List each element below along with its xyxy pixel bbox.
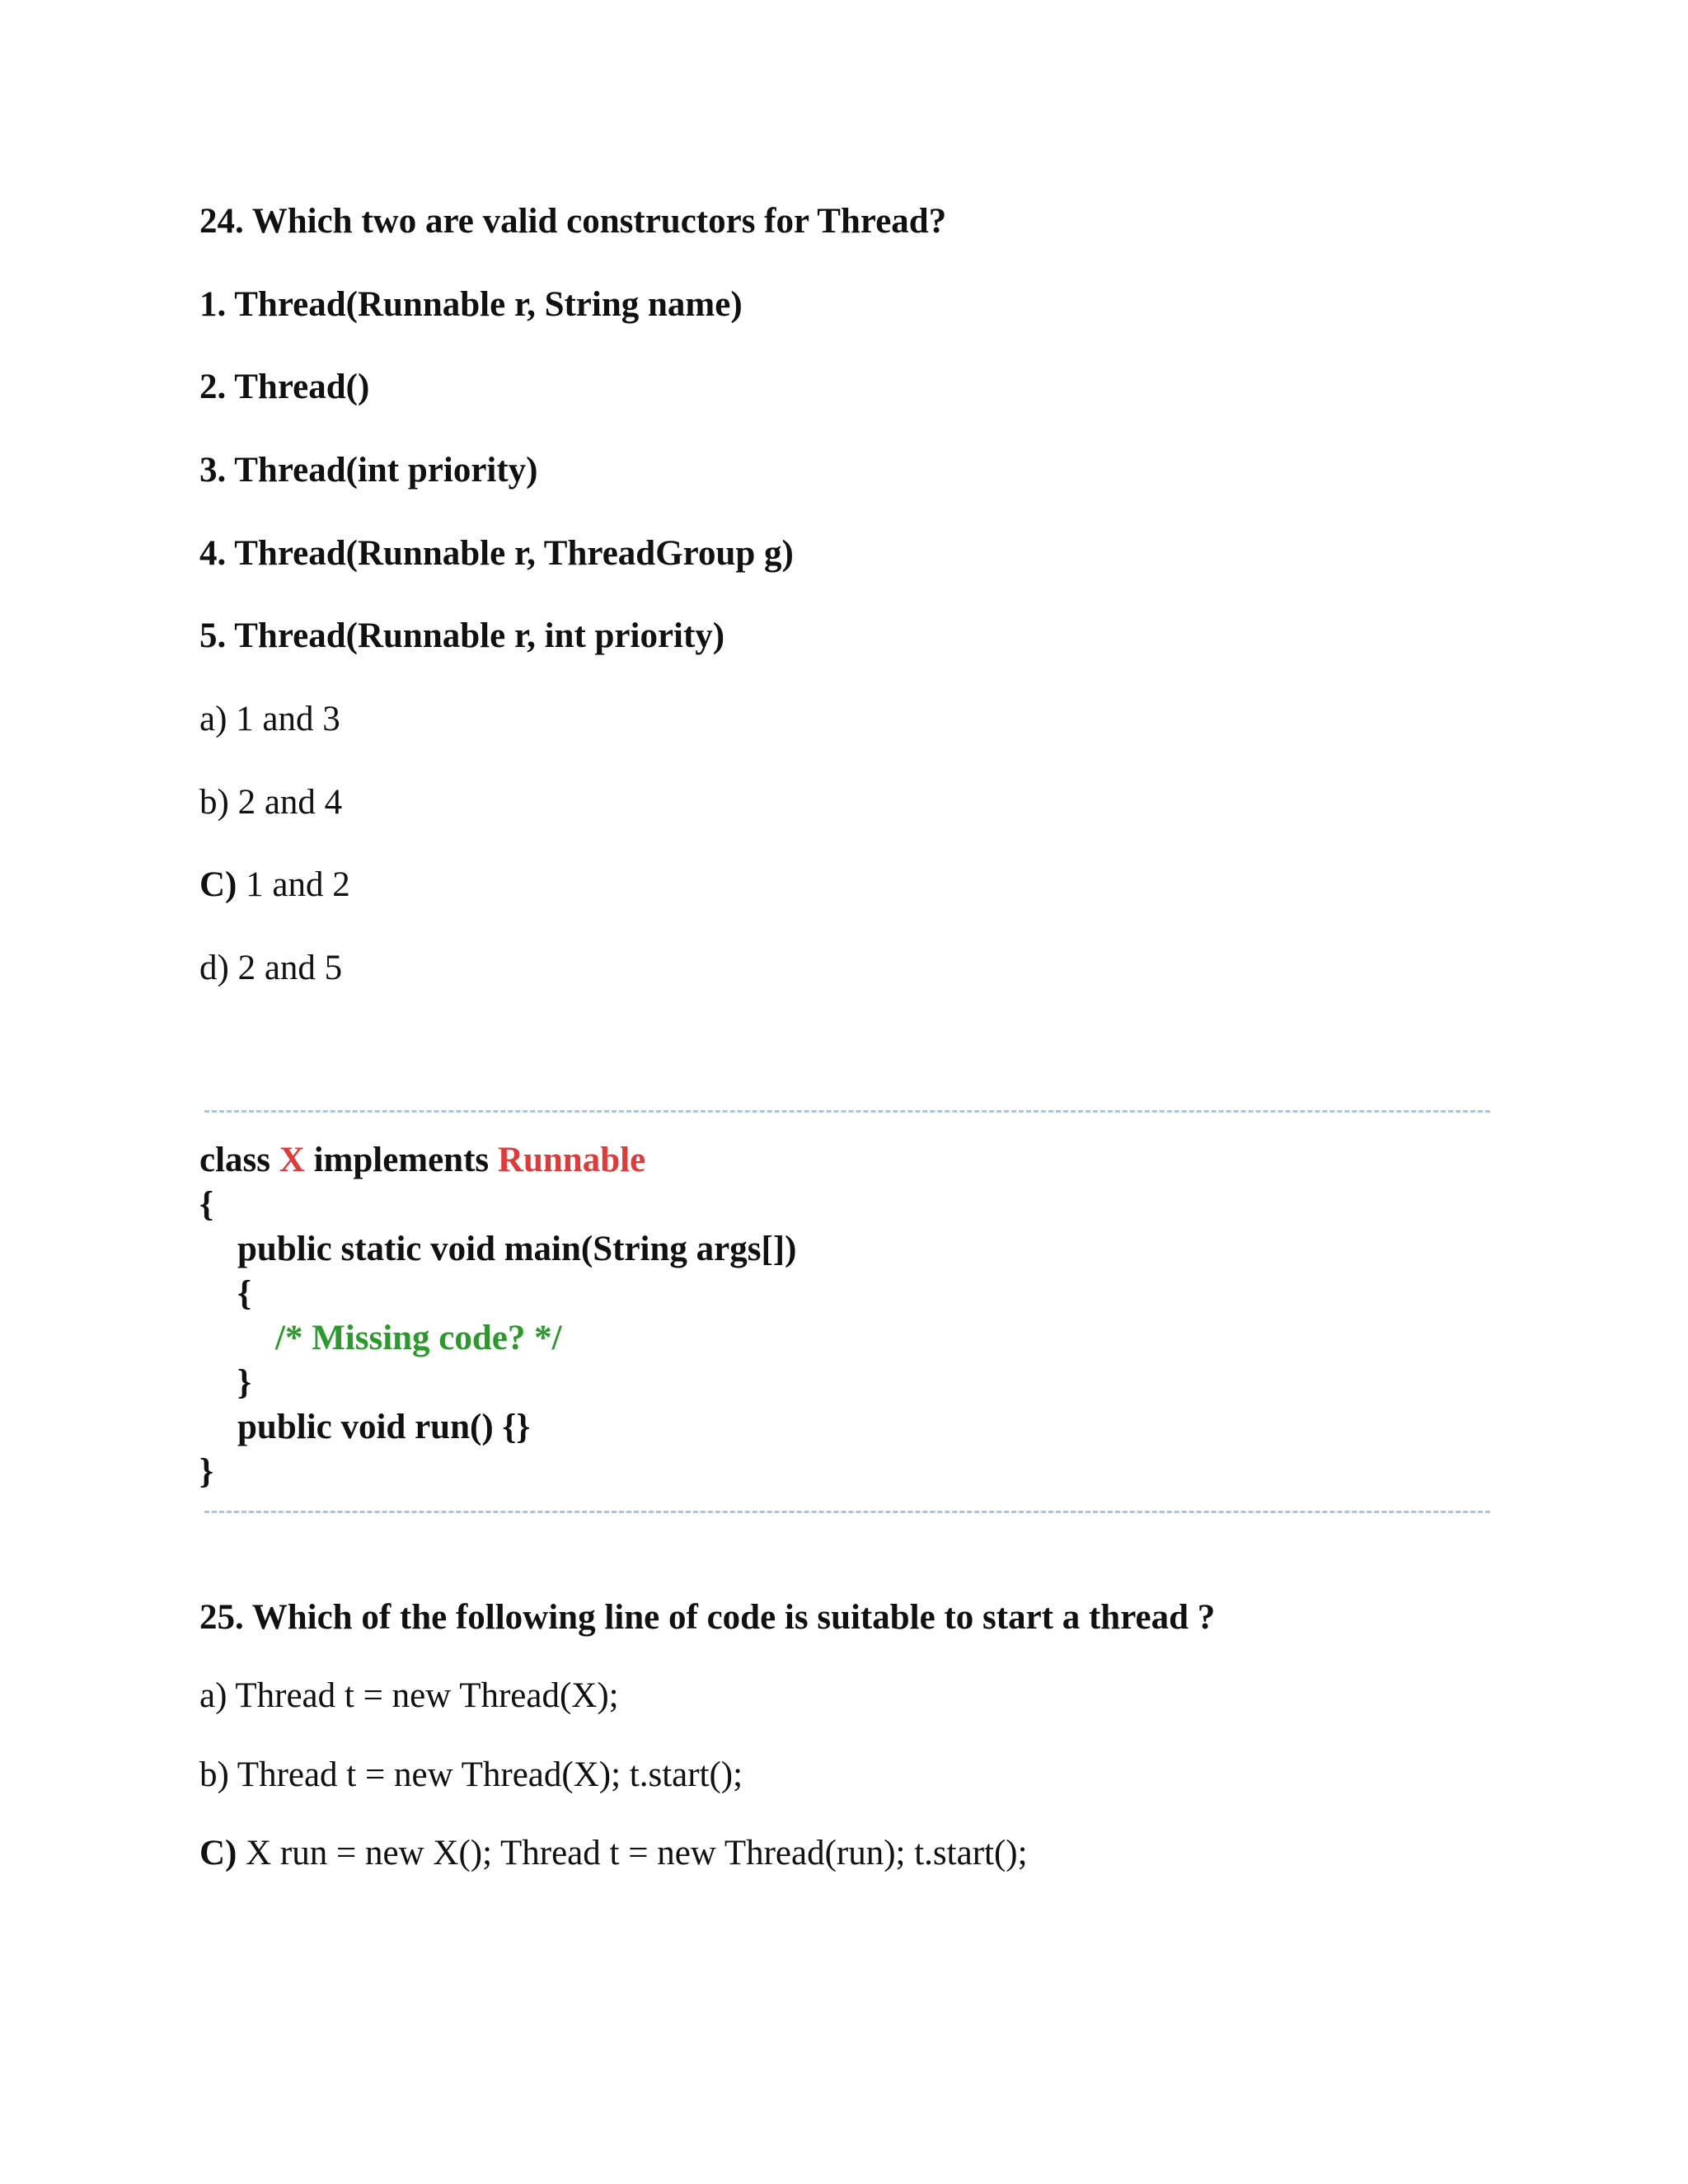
code-interface-name: Runnable: [497, 1141, 646, 1179]
q25-option-a: [199, 1678, 619, 1713]
q25-option-c-letter: C): [199, 1834, 237, 1872]
q24-option-d-text: 2 and 5: [228, 949, 343, 987]
q24-option-c: [199, 867, 350, 902]
question-25-title: 25. Which of the following line of code is suitable to start a thread ?: [199, 1598, 1216, 1637]
q25-option-a-letter: a): [199, 1676, 227, 1715]
q24-option-c-text: 1 and 2: [237, 865, 350, 904]
q24-option-b: [199, 785, 342, 820]
q25-option-a-text: Thread t = new Thread(X);: [227, 1676, 619, 1715]
q24-option-a-text: 1 and 3: [227, 700, 340, 738]
q25-option-c-text: X run = new X(); Thread t = new Thread(run); t.start();: [237, 1834, 1028, 1872]
q24-option-b-text: 2 and 4: [228, 783, 343, 822]
code-divider-bottom: [204, 1511, 1490, 1513]
q24-option-d-letter: d): [199, 949, 229, 987]
q24-item-5: 5. Thread(Runnable r, int priority): [199, 616, 725, 655]
q24-option-c-letter: C): [199, 865, 237, 904]
q24-option-a-letter: a): [199, 700, 227, 738]
code-class-close-brace: }: [199, 1452, 213, 1491]
q25-option-c: [199, 1835, 1028, 1871]
q25-option-b-letter: b): [199, 1755, 229, 1794]
code-kw-class: class: [199, 1141, 270, 1179]
q25-option-b: [199, 1757, 743, 1793]
code-main-signature: public static void main(String args[]): [237, 1230, 797, 1268]
code-run-method: public void run() {}: [237, 1408, 531, 1446]
code-class-declaration: [199, 1142, 645, 1178]
q24-option-d: [199, 950, 342, 986]
q24-option-b-letter: b): [199, 783, 229, 822]
question-24-title: 24. Which two are valid constructors for Thread?: [199, 202, 947, 241]
q24-item-2: 2. Thread(): [199, 368, 370, 406]
q24-option-a: [199, 701, 340, 737]
code-main-close-brace: }: [237, 1363, 251, 1402]
q24-item-4: 4. Thread(Runnable r, ThreadGroup g): [199, 534, 794, 573]
q24-item-3: 3. Thread(int priority): [199, 451, 538, 490]
code-class-name: X: [279, 1141, 305, 1179]
code-comment: /* Missing code? */: [275, 1319, 562, 1357]
q25-option-b-text: Thread t = new Thread(X); t.start();: [228, 1755, 743, 1794]
code-class-open-brace: {: [199, 1185, 213, 1224]
code-main-open-brace: {: [237, 1274, 251, 1313]
code-kw-implements: implements: [313, 1141, 490, 1179]
q24-item-1: 1. Thread(Runnable r, String name): [199, 285, 743, 324]
code-divider-top: [204, 1110, 1490, 1113]
